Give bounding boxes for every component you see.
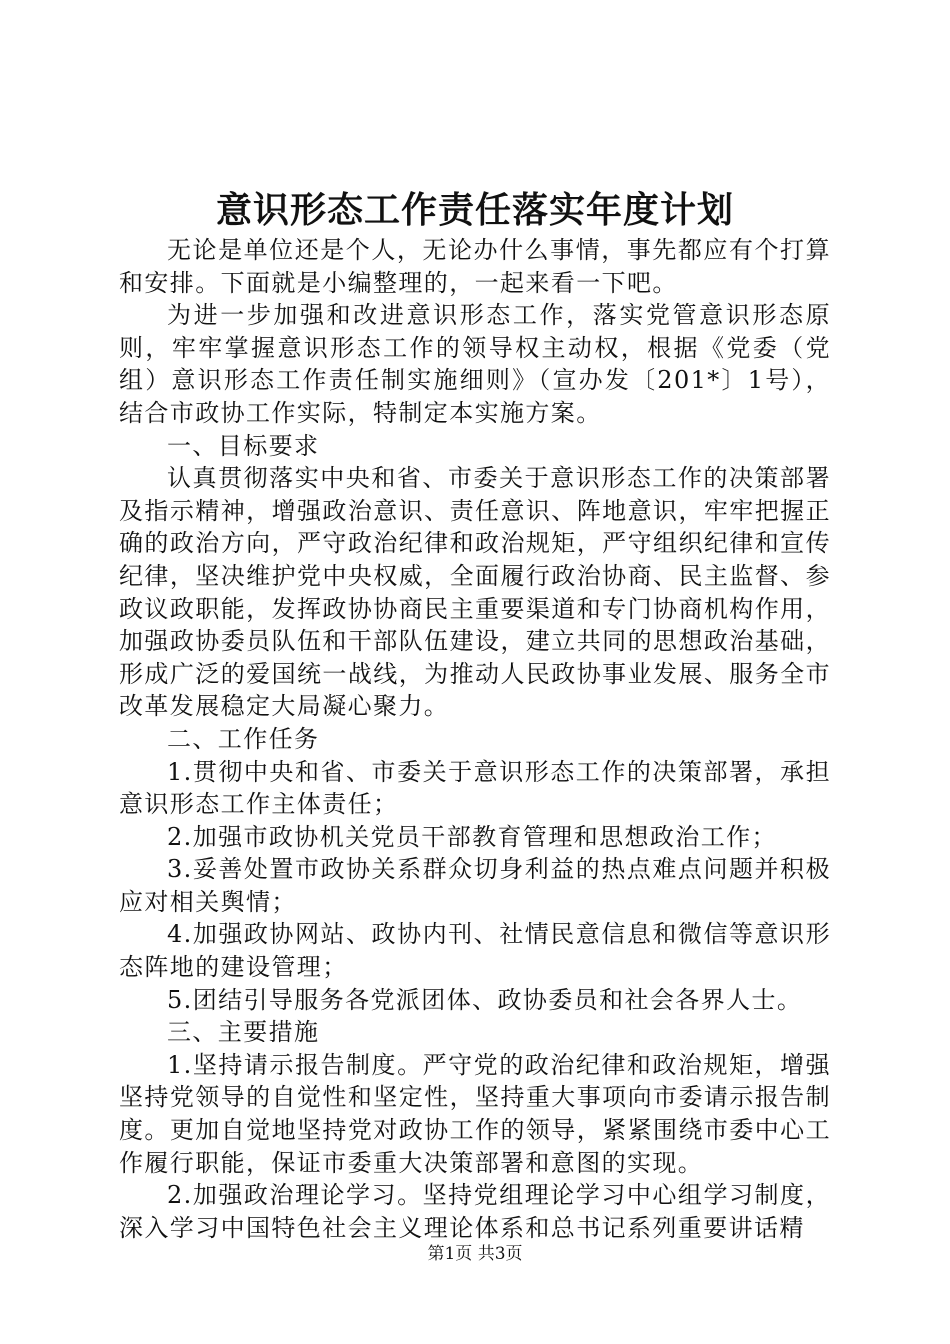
section-heading-tasks: 二、工作任务 [167, 724, 320, 753]
measure-item-1: 1.坚持请示报告制度。严守党的政治纪律和政治规矩，增强坚持党领导的自觉性和坚定性，坚持重大事项向市委请示报告制度。更加自觉地坚持党对政协工作的领导，紧紧围绕市委中心工作履行职能，保证市委重大决策部署和意图的实现。 [119, 1050, 831, 1177]
task-item-5: 5.团结引导服务各党派团体、政协委员和社会各界人士。 [167, 985, 803, 1014]
task-item-2: 2.加强市政协机关党员干部教育管理和思想政治工作； [167, 822, 777, 851]
document-title: 意识形态工作责任落实年度计划 [215, 189, 734, 231]
section-heading-measures: 三、主要措施 [167, 1018, 320, 1047]
task-item-1: 1.贯彻中央和省、市委关于意识形态工作的决策部署，承担意识形态工作主体责任； [119, 757, 831, 819]
document-body [119, 234, 831, 1244]
measure-item-2: 2.加强政治理论学习。坚持党组理论学习中心组学习制度，深入学习中国特色社会主义理论体系和总书记系列重要讲话精 [119, 1181, 831, 1242]
paragraph-goals: 认真贯彻落实中央和省、市委关于意识形态工作的决策部署及指示精神，增强政治意识、责任意识、阵地意识，牢牢把握正确的政治方向，严守政治纪律和政治规矩，严守组织纪律和宣传纪律，坚决维护党中央权威，全面履行政治协商、民主监督、参政议政职能，发挥政协协商民主重要渠道和专门协商机构作用，加强政协委员队伍和干部队伍建设，建立共同的思想政治基础，形成广泛的爱国统一战线，为推动人民政协事业发展、服务全市改革发展稳定大局凝心聚力。 [119, 464, 831, 721]
page-footer: 第1页 共3页 [427, 1244, 523, 1264]
section-heading-goals: 一、目标要求 [167, 431, 320, 460]
task-item-3: 3.妥善处置市政协关系群众切身利益的热点难点问题并积极应对相关舆情； [119, 855, 831, 916]
task-item-4: 4.加强政协网站、政协内刊、社情民意信息和微信等意识形态阵地的建设管理； [119, 920, 831, 982]
paragraph-intro: 无论是单位还是个人，无论办什么事情，事先都应有个打算和安排。下面就是小编整理的，一起来看一下吧。 [119, 236, 831, 297]
paragraph-purpose: 为进一步加强和改进意识形态工作，落实党管意识形态原则，牢牢掌握意识形态工作的领导权主动权，根据《党委（党组）意识形态工作责任制实施细则》（宣办发〔201*〕1号），结合市政协工作实际，特制定本实施方案。 [119, 301, 831, 427]
